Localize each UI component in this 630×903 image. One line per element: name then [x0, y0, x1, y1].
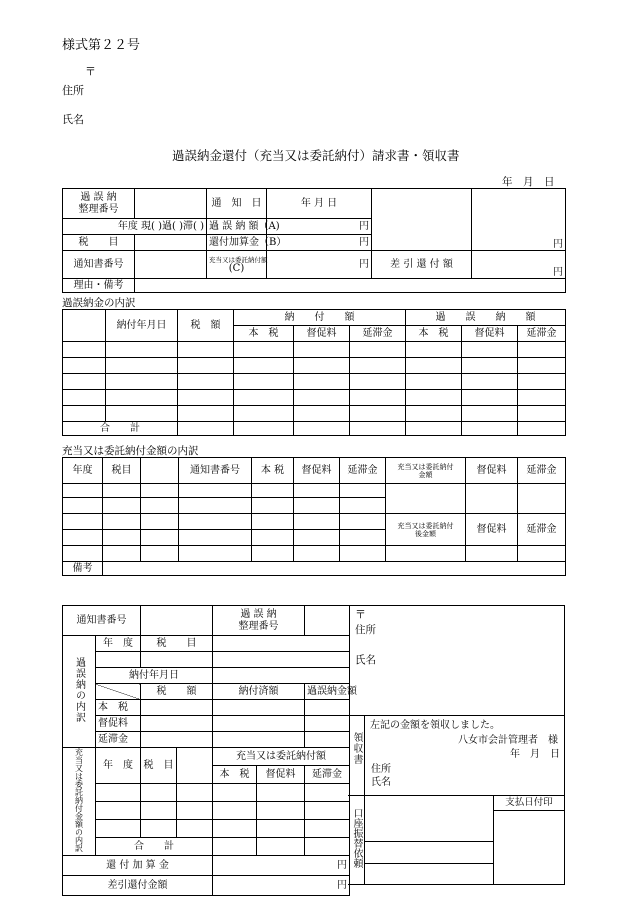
net-refund-value[interactable] — [213, 876, 350, 896]
notice-number-value[interactable] — [135, 251, 207, 279]
allocation-breakdown-table — [62, 457, 566, 576]
payment-date-header: 納付年月日 — [106, 310, 178, 342]
principal-tax-label: 本 税 — [96, 700, 141, 716]
allocation-vertical-label: 充当又は委託納付金額の内訳 — [63, 748, 96, 856]
overpaid-amount-header: 過 誤 納 額 — [406, 310, 566, 326]
reason-label: 理由・備考 — [63, 279, 135, 293]
tax-item-header: 税目 — [103, 458, 141, 484]
dunning-fee-header: 督促料 — [466, 458, 518, 484]
tax-amount-header: 税 額 — [178, 310, 234, 342]
kago-seiri-value[interactable] — [305, 606, 350, 636]
receipt-postal-mark: 〒 — [355, 608, 366, 621]
payment-date-value[interactable] — [213, 668, 350, 684]
yen-unit: 円 — [553, 239, 563, 250]
table-row[interactable] — [63, 514, 566, 530]
zeimoku-value[interactable] — [135, 235, 207, 251]
refund-surcharge-value[interactable] — [213, 856, 350, 876]
remarks-value[interactable] — [103, 562, 566, 576]
allocation-amount-header: 充当又は委託納付 金額 — [386, 458, 466, 484]
delinquency-header: 延滞金 — [518, 458, 566, 484]
delinquency-header: 延滞金 — [340, 458, 386, 484]
allocation-breakdown-title: 充当又は委託納付金額の内訳 — [62, 445, 199, 457]
principal-tax-label: 本 税 — [213, 766, 257, 784]
dunning-fee-header: 督促料 — [294, 326, 350, 342]
fiscal-year-label: 年度 現( )過( )滞( ) — [63, 219, 207, 235]
notice-date-label: 通 知 日 — [207, 189, 267, 219]
principal-tax-header: 本 税 — [234, 326, 294, 342]
yen-unit: 円 — [337, 880, 347, 891]
kanpu-kasan-label: 還付加算金（B） — [207, 235, 267, 251]
dunning-fee-label: 督促料 — [257, 766, 305, 784]
notice-number-header: 通知書番号 — [179, 458, 252, 484]
table-row[interactable] — [63, 546, 566, 562]
fiscal-year-label: 年 度 — [96, 748, 141, 784]
yen-unit: 円 — [553, 267, 563, 278]
zeimoku-label: 税 目 — [63, 235, 135, 251]
request-date: 年 月 日 — [502, 176, 555, 188]
paid-amount-header: 納 付 額 — [234, 310, 406, 326]
notice-number-label: 通知書番号 — [63, 251, 135, 279]
transfer-grid-line — [365, 841, 493, 842]
dunning-fee-header: 督促料 — [294, 458, 340, 484]
notice-number-value[interactable] — [141, 606, 213, 636]
ryoshusho-vertical-label: 領収書 — [351, 732, 362, 765]
received-statement: 左記の金額を領収しました。 — [370, 720, 500, 731]
dunning-fee-header: 督促料 — [466, 514, 518, 546]
table-row[interactable] — [63, 784, 350, 802]
tax-item-label: 税 目 — [141, 748, 177, 784]
treasurer-name: 八女市会計管理者 様 — [458, 735, 558, 746]
form-title: 過誤納金還付（充当又は委託納付）請求書・領収書 — [172, 148, 460, 163]
receipt-name2-label: 氏名 — [371, 777, 391, 788]
sashihiki-upper-yen[interactable] — [472, 189, 566, 251]
tax-amount-label: 税 額 — [141, 684, 213, 700]
kago-seiri-label: 過 誤 納 整理番号 — [63, 189, 135, 219]
kago-gaku-value[interactable] — [267, 219, 372, 235]
sashihiki-label: 差 引 還 付 額 — [372, 251, 472, 279]
principal-tax-header: 本 税 — [406, 326, 462, 342]
reason-value[interactable] — [135, 279, 566, 293]
overpaid-amount-label: 過誤納金額 — [305, 684, 350, 700]
blank-header — [141, 458, 179, 484]
fiscal-year-value[interactable] — [213, 636, 350, 652]
juto-gaku-label: 充当又は委託納付額 (C) — [207, 251, 267, 279]
table-row[interactable] — [63, 802, 350, 820]
yen-unit: 円 — [359, 237, 369, 248]
net-refund-label: 差引還付金額 — [63, 876, 213, 896]
table-row[interactable] — [63, 390, 566, 406]
receipt-name-label: 氏名 — [355, 654, 376, 666]
address-label: 住所 — [62, 84, 84, 97]
kago-seiri-value[interactable] — [135, 189, 207, 219]
dunning-fee-label: 督促料 — [96, 716, 141, 732]
delinquency-header: 延滞金 — [518, 514, 566, 546]
fiscal-year-header: 年度 — [63, 458, 103, 484]
table-row[interactable] — [63, 358, 566, 374]
table-row[interactable] — [63, 820, 350, 838]
kago-seiri-label: 過 誤 納 整理番号 — [213, 606, 305, 636]
delinquency-header: 延滞金 — [350, 326, 406, 342]
paid-amount-label: 納付済額 — [213, 684, 305, 700]
remarks-label: 備考 — [63, 562, 103, 576]
notice-number-label: 通知書番号 — [63, 606, 141, 636]
table-row[interactable] — [63, 484, 566, 498]
table-row[interactable] — [63, 406, 566, 422]
form-number: 様式第２２号 — [62, 38, 141, 53]
transfer-grid-line — [365, 863, 493, 864]
payment-date-label: 納付年月日 — [96, 668, 213, 684]
overpayment-breakdown-title: 過誤納金の内訳 — [62, 297, 136, 309]
overpayment-vertical-label: 過誤納の内訳 — [63, 636, 96, 748]
diagonal-cell — [96, 684, 141, 700]
receipt-address-label: 住所 — [355, 624, 376, 636]
postal-mark: 〒 — [85, 65, 96, 78]
sashihiki-value[interactable] — [472, 251, 566, 279]
overpayment-breakdown-table — [62, 309, 566, 436]
total-label: 合 計 — [63, 422, 178, 436]
row-no-header — [63, 310, 106, 342]
kago-gaku-label: 過 誤 納 額（A) — [207, 219, 267, 235]
receipt-date: 年 月 日 — [510, 749, 560, 760]
fiscal-year-label: 年 度 — [96, 636, 141, 652]
notice-date-value[interactable]: 年 月 日 — [267, 189, 372, 219]
yen-unit: 円 — [337, 860, 347, 871]
post-allocation-header: 充当又は委託納付 後金額 — [386, 514, 466, 546]
receipt-address2-label: 住所 — [371, 764, 391, 775]
delinquency-header: 延滞金 — [518, 326, 566, 342]
yen-unit: 円 — [359, 259, 369, 270]
sashihiki-upper-blank — [372, 189, 472, 251]
refund-surcharge-label: 還 付 加 算 金 — [63, 856, 213, 876]
yen-unit: 円 — [359, 221, 369, 232]
allocation-amount-label: 充当又は委託納付額 — [213, 748, 350, 766]
account-transfer-vertical-label: 口座振替依頼 — [351, 808, 362, 868]
dunning-fee-header: 督促料 — [462, 326, 518, 342]
table-row[interactable] — [63, 374, 566, 390]
juto-gaku-value[interactable] — [267, 251, 372, 279]
delinquency-label: 延滞金 — [96, 732, 141, 748]
name-label: 氏名 — [62, 113, 84, 126]
table-row[interactable] — [63, 342, 566, 358]
tax-item-label: 税 目 — [141, 636, 213, 652]
total-label: 合 計 — [96, 838, 213, 856]
principal-tax-header: 本 税 — [252, 458, 294, 484]
delinquency-label: 延滞金 — [305, 766, 350, 784]
request-summary-table — [62, 188, 566, 293]
payment-date-stamp-label: 支払日付印 — [493, 795, 565, 811]
